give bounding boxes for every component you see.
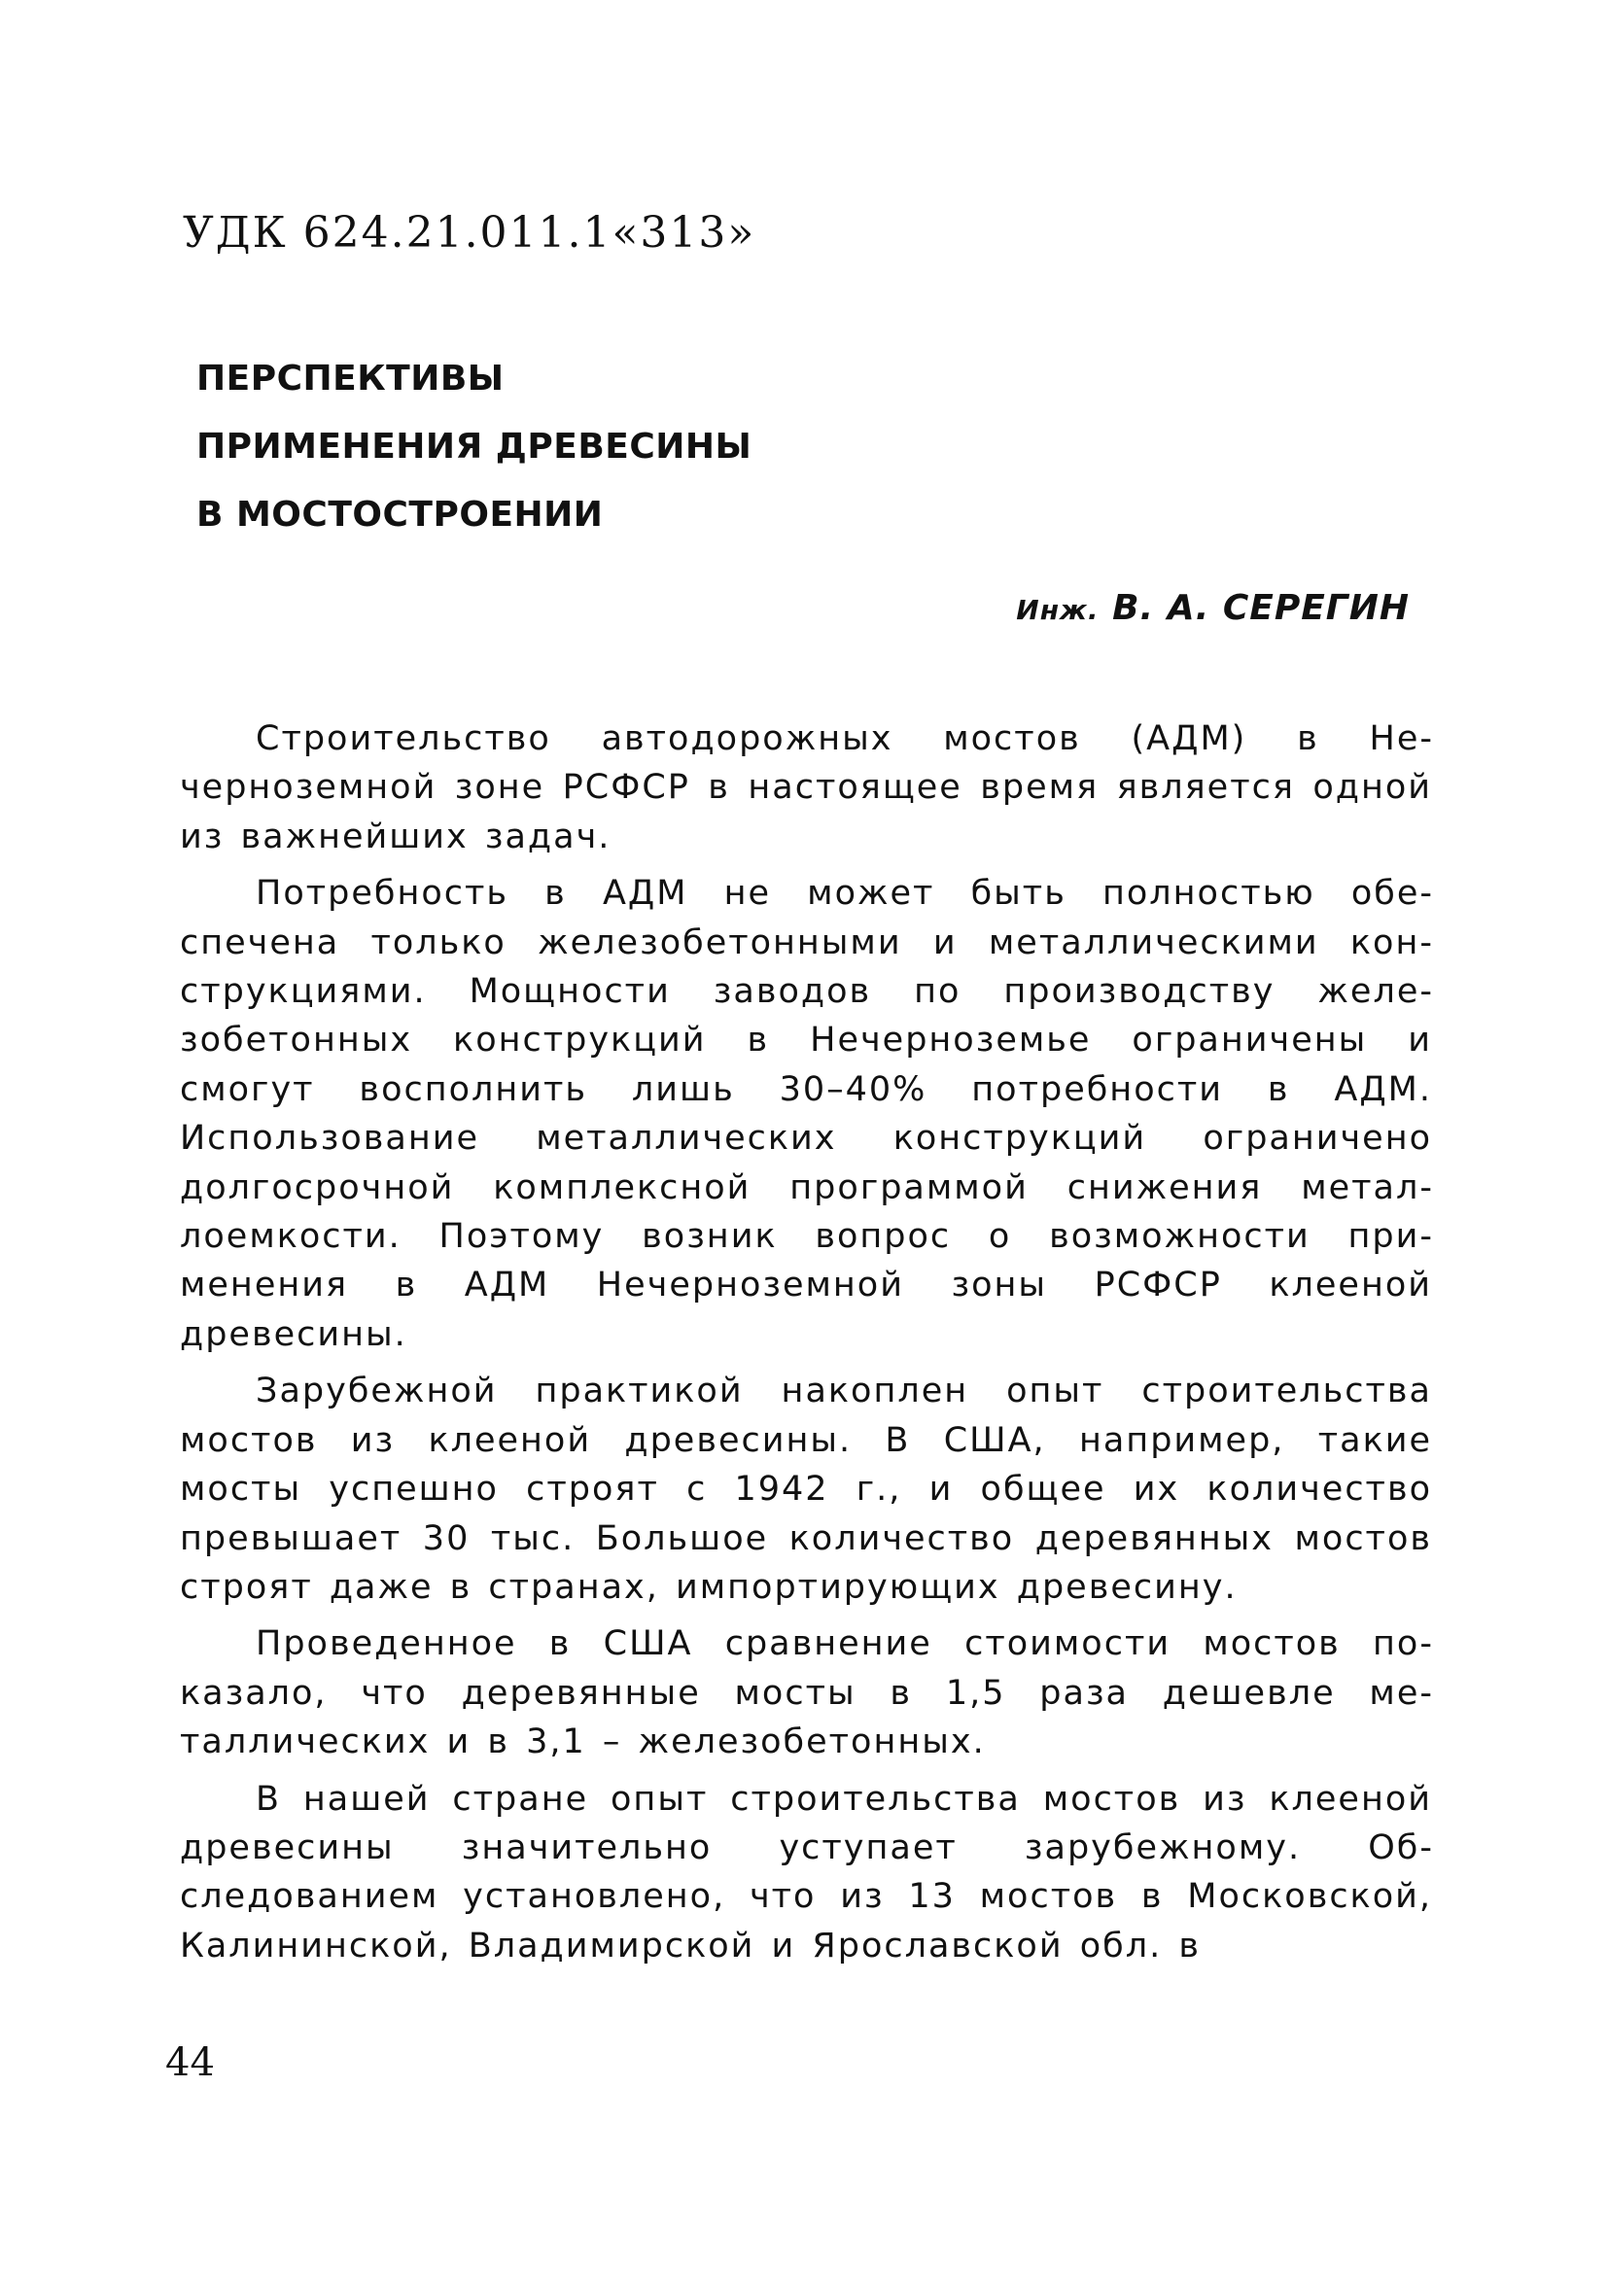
author-line — [1016, 588, 1410, 628]
page-number: 44 — [165, 2040, 215, 2085]
title-line-1: ПЕРСПЕКТИВЫ — [196, 359, 505, 399]
article-title — [196, 345, 752, 549]
paragraph-4: Проведенное в США сравнение стоимости мостов показало, что деревянные мосты в 1,5 раза дешевле металлических и в 3,1 – железобетонных. — [180, 1624, 1432, 1762]
article-body — [180, 714, 1432, 1978]
author-name: В. А. СЕРЕГИН — [1112, 588, 1410, 628]
paragraph-1: Строительство автодорожных мостов (АДМ) в Нечерноземной зоне РСФСР в настоящее время является одной из важнейших задач. — [180, 719, 1432, 856]
title-line-3: В МОСТОСТРОЕНИИ — [196, 495, 604, 535]
title-line-2: ПРИМЕНЕНИЯ ДРЕВЕСИНЫ — [196, 427, 752, 467]
paragraph-5: В нашей стране опыт строительства мостов из клееной древесины значительно уступает зарубежному. Обследованием установлено, что из 13 мостов в Московской, Калининской, Владимирской и Ярославской обл. в — [180, 1779, 1432, 1966]
paragraph-3: Зарубежной практикой накоплен опыт строительства мостов из клееной древесины. В США, например, такие мосты успешно строят с 1942 г., и общее их количество превышает 30 тыс. Большое количество деревянных мостов строят даже в странах, импортирующих древесину. — [180, 1372, 1432, 1607]
paragraph-2: Потребность в АДМ не может быть полностью обеспечена только железобетонными и металлическими конструкциями. Мощности заводов по производству железобетонных конструкций в Нечерноземье ограничены и смогут восполнить лишь 30–40% потребности в АДМ. Использование металлических конструкций ограничено долгосрочной комплексной программой снижения металлоемкости. Поэтому возник вопрос о возможности применения в АДМ Нечерноземной зоны РСФСР клееной древесины. — [180, 874, 1432, 1354]
author-prefix: Инж. — [1016, 594, 1100, 626]
udk-code: УДК 624.21.011.1«313» — [183, 208, 756, 258]
